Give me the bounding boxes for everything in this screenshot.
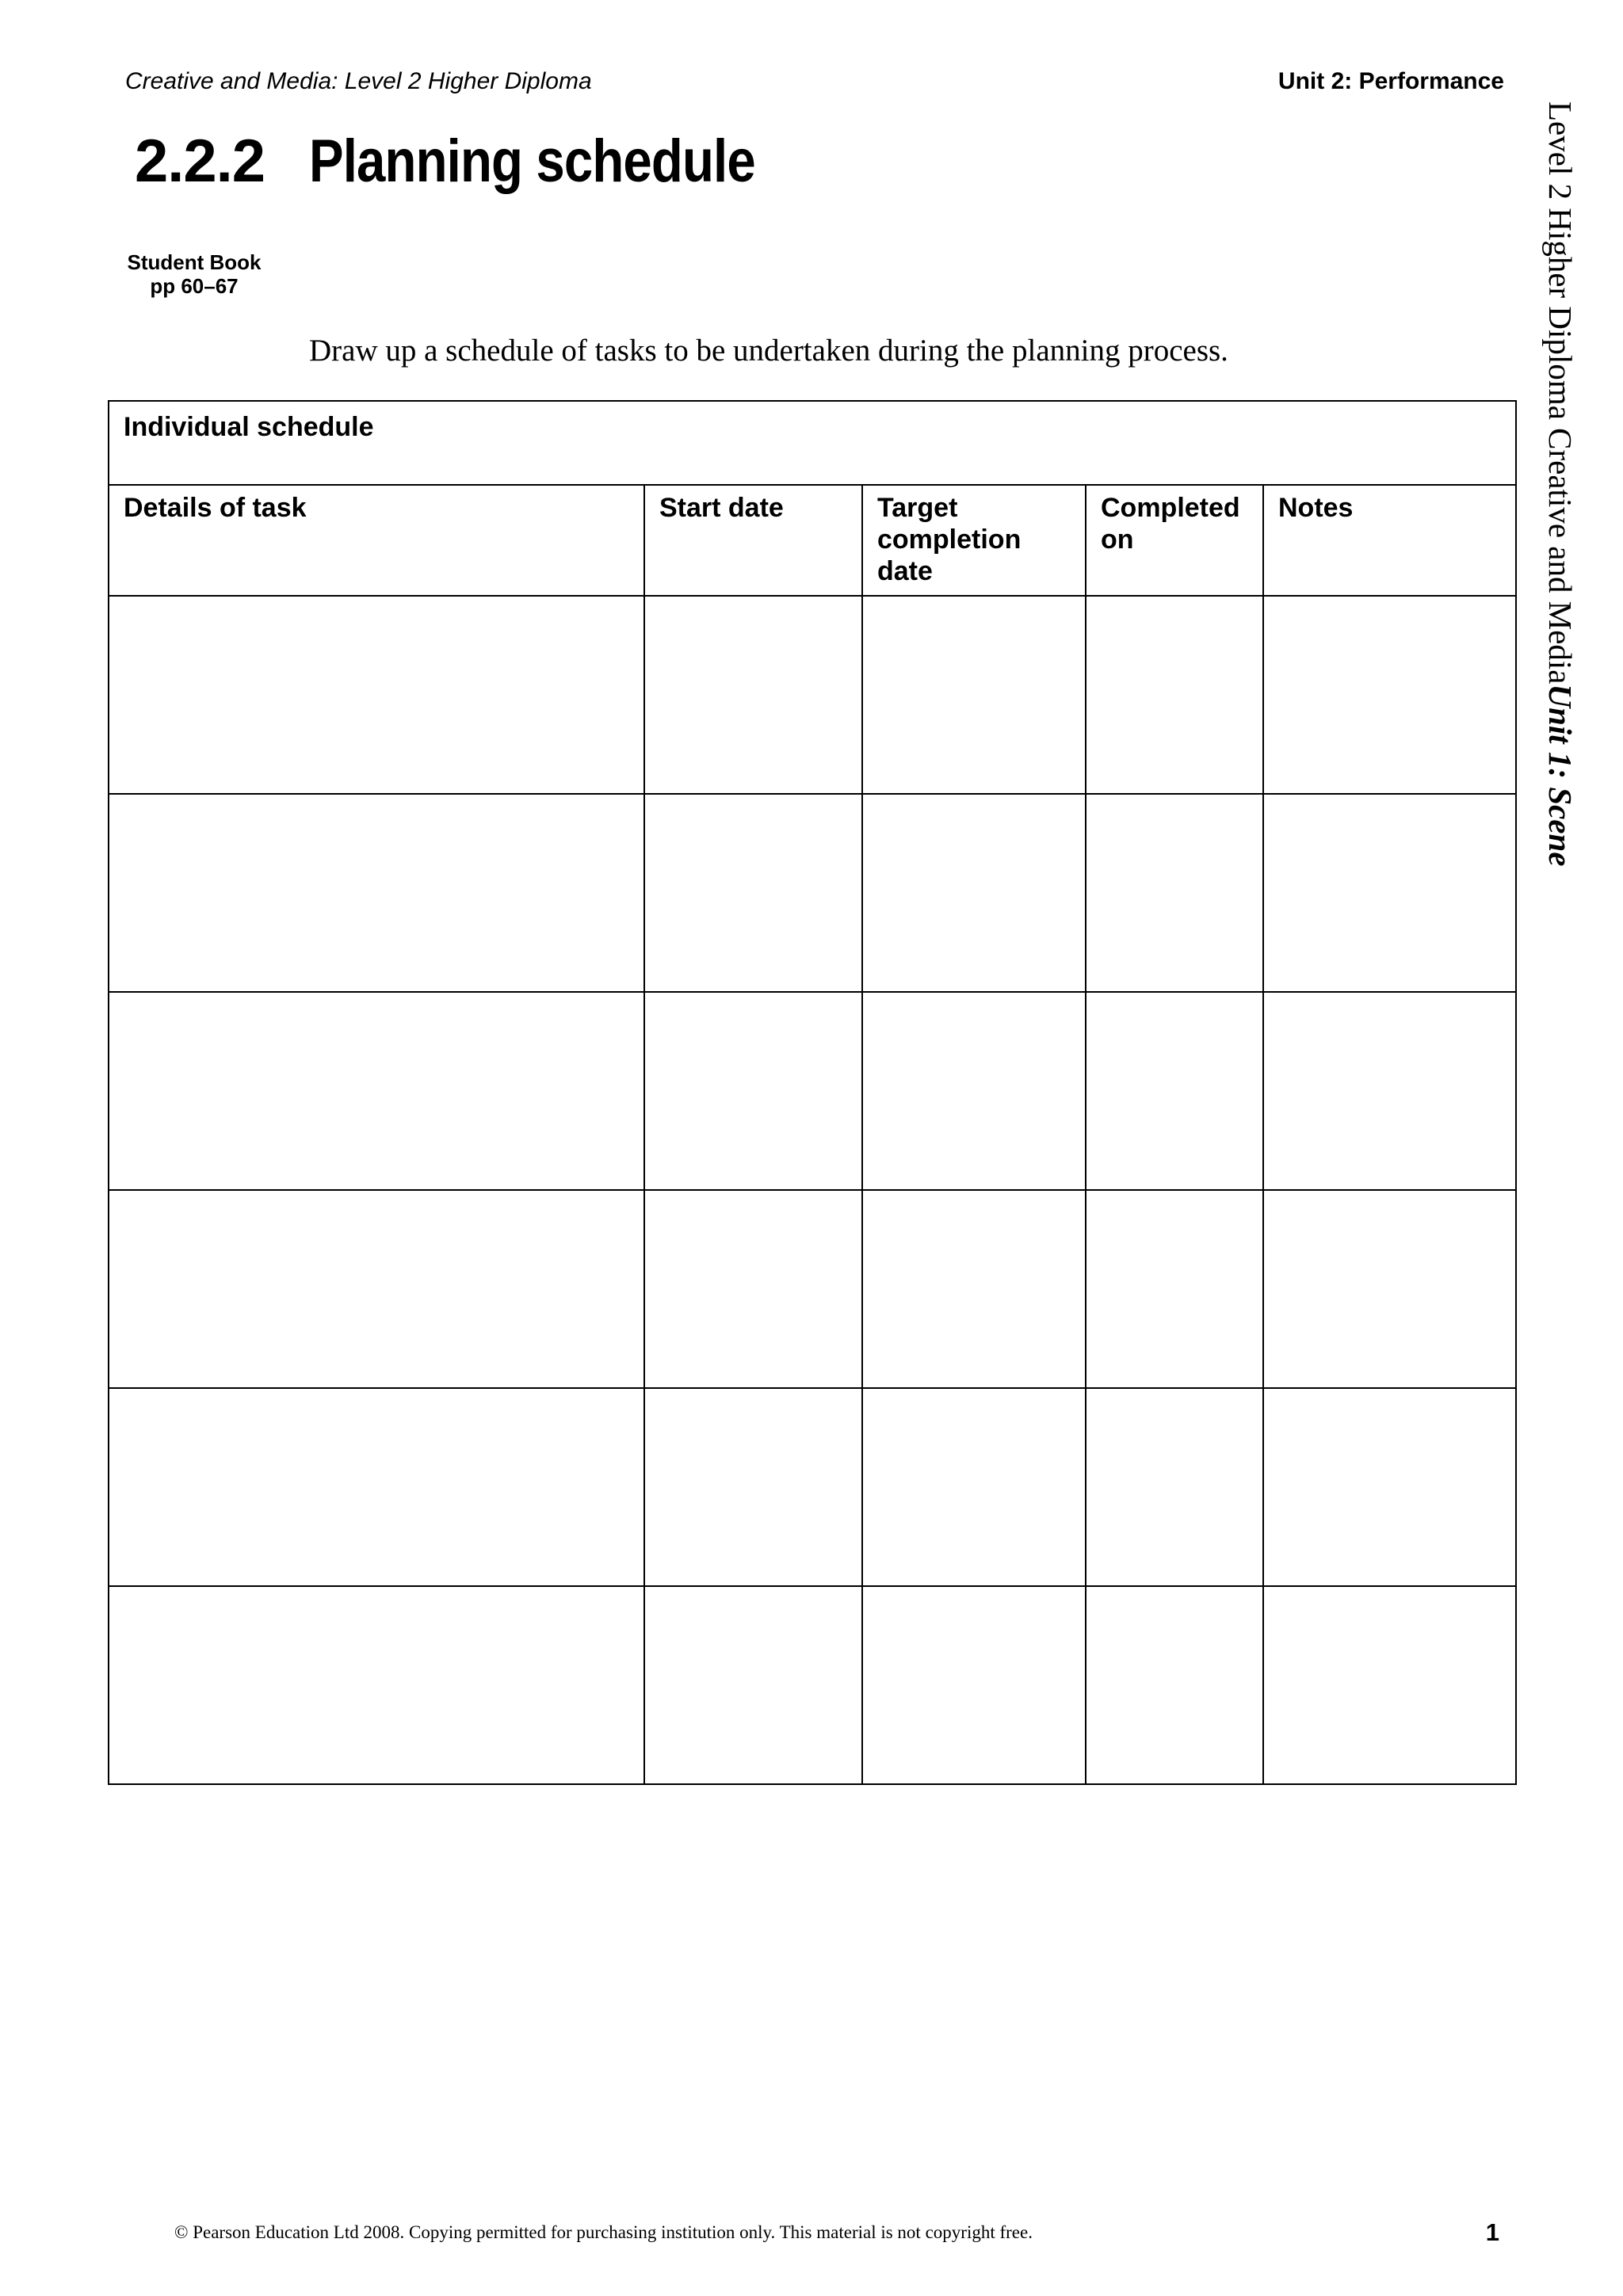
table-row xyxy=(109,1190,1516,1388)
table-cell xyxy=(1086,596,1263,794)
section-title: Planning schedule xyxy=(309,128,755,195)
table-cell xyxy=(1086,1388,1263,1586)
side-text-unit: Unit 1: Scene xyxy=(1542,684,1579,867)
table-cell xyxy=(862,794,1086,992)
table-cell xyxy=(1263,992,1516,1190)
table-cell xyxy=(1263,1586,1516,1784)
table-cell xyxy=(862,992,1086,1190)
table-header-row xyxy=(109,485,1516,596)
running-header-right: Unit 2: Performance xyxy=(1277,68,1504,94)
table-cell xyxy=(1086,1586,1263,1784)
table-caption: Individual schedule xyxy=(109,401,1516,485)
table-cell xyxy=(109,1586,644,1784)
table-body xyxy=(109,596,1516,1784)
table-cell xyxy=(1086,794,1263,992)
table-cell xyxy=(1086,1190,1263,1388)
table-cell xyxy=(862,596,1086,794)
table-row xyxy=(109,1388,1516,1586)
table-cell xyxy=(644,596,862,794)
column-header-details: Details of task xyxy=(109,485,644,596)
table-cell xyxy=(1263,794,1516,992)
table-cell xyxy=(862,1586,1086,1784)
table-row xyxy=(109,1586,1516,1784)
page-title xyxy=(135,127,828,196)
student-book-pages: pp 60–67 xyxy=(150,274,239,298)
table-cell xyxy=(109,1388,644,1586)
column-header-notes: Notes xyxy=(1263,485,1516,596)
table-row xyxy=(109,992,1516,1190)
table-cell xyxy=(644,1586,862,1784)
table-cell xyxy=(1263,1388,1516,1586)
column-header-target-date: Target completion date xyxy=(862,485,1086,596)
table-cell xyxy=(644,992,862,1190)
copyright-footer: © Pearson Education Ltd 2008. Copying permitted for purchasing institution only. This material is not copyright free. xyxy=(174,2222,1033,2242)
column-header-start-date: Start date xyxy=(644,485,862,596)
side-text-main: Level 2 Higher Diploma Creative and Media xyxy=(1542,101,1579,685)
table-row xyxy=(109,794,1516,992)
table-cell xyxy=(109,1190,644,1388)
vertical-side-text xyxy=(1541,101,1579,867)
table-cell xyxy=(109,794,644,992)
table-cell xyxy=(109,992,644,1190)
instruction-text: Draw up a schedule of tasks to be undertaken during the planning process. xyxy=(309,334,1228,368)
table-cell xyxy=(1086,992,1263,1190)
student-book-label: Student Book xyxy=(127,250,262,274)
table-cell xyxy=(862,1388,1086,1586)
running-header-left: Creative and Media: Level 2 Higher Diploma xyxy=(125,68,592,94)
table-row xyxy=(109,596,1516,794)
page-number: 1 xyxy=(1485,2218,1499,2246)
student-book-reference xyxy=(111,250,277,298)
table-cell xyxy=(644,1190,862,1388)
table-cell xyxy=(109,596,644,794)
table-cell xyxy=(1263,596,1516,794)
table-cell xyxy=(862,1190,1086,1388)
table-cell xyxy=(644,794,862,992)
schedule-table xyxy=(108,400,1517,1785)
table-cell xyxy=(644,1388,862,1586)
table-caption-row xyxy=(109,401,1516,485)
table-cell xyxy=(1263,1190,1516,1388)
section-number: 2.2.2 xyxy=(135,128,265,195)
column-header-completed: Completed on xyxy=(1086,485,1263,596)
